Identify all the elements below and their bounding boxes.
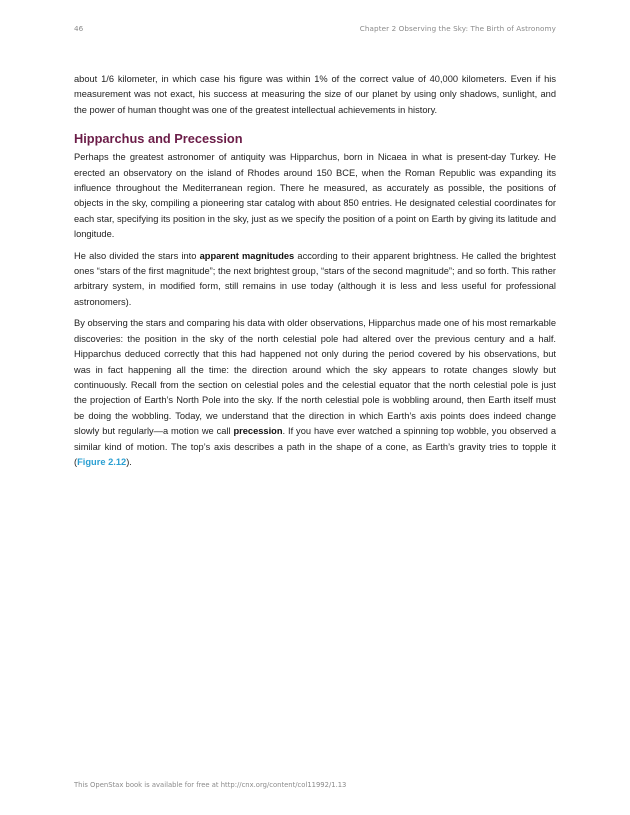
- intro-paragraph: [74, 72, 556, 118]
- magnitudes-paragraph: [74, 249, 556, 311]
- running-header: [74, 24, 556, 36]
- precession-paragraph: [74, 316, 556, 470]
- magnitudes-text-start: He also divided the stars into: [74, 250, 200, 261]
- page-content: [74, 72, 556, 476]
- precession-text-middle: . If you have ever watched a spinning top wobble, you observed a similar kind of motion. The top’s axis describes a path in the shape of a cone, as Earth’s gravity tries to topple it (: [74, 426, 556, 467]
- figure-link[interactable]: Figure 2.12: [77, 456, 127, 467]
- hipparchus-paragraph-text: Perhaps the greatest astronomer of antiquity was Hipparchus, born in Nicaea in what is present-day Turkey. He erected an observatory on the island of Rhodes around 150 BCE, when the Roman Republic was expanding its influence throughout the Mediterranean region. There he measured, as accurately as possible, the positions of objects in the sky, compiling a pioneering star catalog with about 850 entries. He designated celestial coordinates for each star, specifying its position in the sky, just as we specify the position of a point on Earth by giving its latitude and longitude.: [74, 152, 556, 240]
- section-heading: Hipparchus and Precession: [74, 131, 243, 147]
- precession-text-end: ).: [126, 456, 132, 467]
- term-apparent-magnitudes: apparent magnitudes: [199, 250, 295, 261]
- intro-paragraph-text: about 1/6 kilometer, in which case his figure was within 1% of the correct value of 40,000 kilometers. Even if his measurement was not exact, his success at measuring the size of our planet by using only shadows, sunlight, and the power of human thought was one of the greatest intellectual achievements in history.: [74, 74, 556, 115]
- hipparchus-paragraph: [74, 150, 556, 242]
- term-precession: precession: [233, 426, 283, 437]
- chapter-title: Chapter 2 Observing the Sky: The Birth of Astronomy: [359, 24, 556, 33]
- page-number: 46: [74, 24, 84, 33]
- precession-text-start: By observing the stars and comparing his data with older observations, Hipparchus made one of his most remarkable discoveries: the position in the sky of the north celestial pole had altered over the previous century and a half. Hipparchus deduced correctly that this had happened not only during the period covered by his observations, but was in fact happening all the time: the direction around which the sky appears to rotate changes slowly but continuously. Recall from the section on celestial poles and the celestial equator that the north celestial pole is just the projection of Earth’s North Pole into the sky. If the north celestial pole is wobbling around, then Earth itself must be doing the wobbling. Today, we understand that the direction in which Earth’s axis points does indeed change slowly but regularly—a motion we call: [74, 318, 556, 437]
- magnitudes-text-end: according to their apparent brightness. He called the brightest ones “stars of the first magnitude”; the next brightest group, “stars of the second magnitude”; and so forth. This rather arbitrary system, in modified form, still remains in use today (although it is less and less useful for professional astronomers).: [74, 250, 556, 307]
- footer-availability-note: This OpenStax book is available for free at http://cnx.org/content/col11992/1.13: [74, 781, 347, 789]
